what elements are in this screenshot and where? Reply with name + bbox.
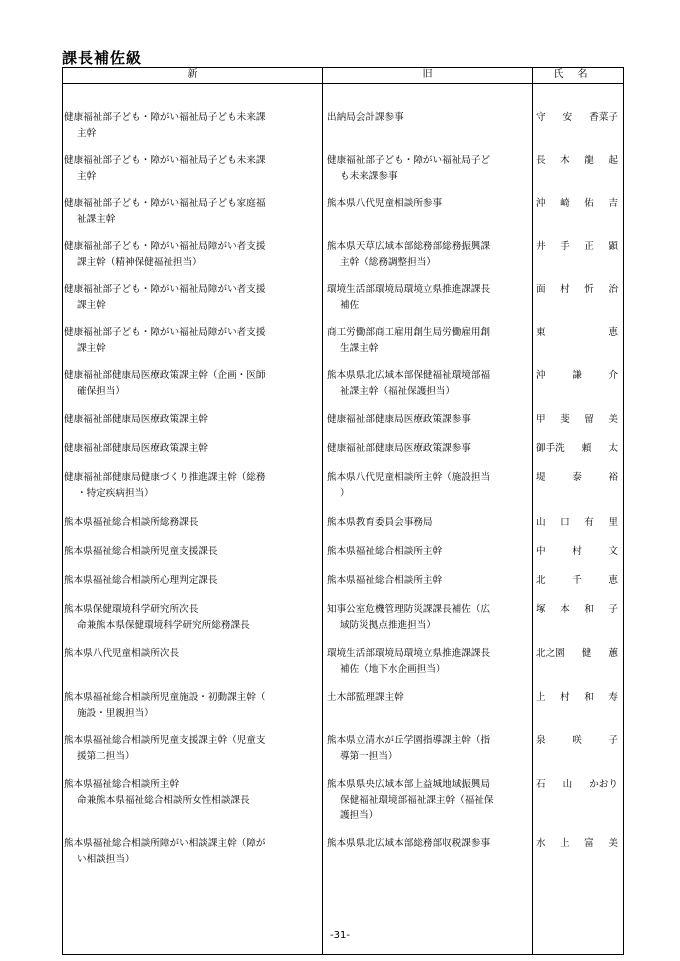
new-position	[63, 602, 323, 633]
old-position	[323, 325, 533, 356]
old-position	[323, 239, 533, 270]
name-part: 堤	[536, 472, 546, 483]
table-row	[63, 573, 623, 589]
old-position	[323, 690, 533, 721]
old-position	[323, 602, 533, 633]
name-part: 咲	[572, 735, 582, 746]
name-part: 蕙	[608, 648, 618, 659]
new-position-line: 健康福祉部子ども・障がい福祉局障がい者支援	[64, 241, 266, 252]
old-position-line: 護担当）	[340, 810, 379, 821]
table-row	[63, 325, 623, 356]
old-position-line: 出納局会計課参事	[327, 112, 404, 123]
table-row	[63, 368, 623, 399]
old-position	[323, 368, 533, 399]
name-part: 治	[608, 284, 618, 295]
old-position-line: 熊本県立清水が丘学園指導課主幹（指	[327, 735, 491, 746]
name-part: 斐	[560, 414, 570, 425]
name-part: 木	[560, 155, 570, 166]
name-part: 寿	[608, 692, 618, 703]
new-position-line: 熊本県福祉総合相談所児童施設・初動課主幹（	[64, 692, 266, 703]
name-part: 千	[572, 575, 582, 586]
old-position	[323, 470, 533, 501]
name-part: 口	[560, 517, 570, 528]
old-position-line: 熊本県福祉総合相談所主幹	[327, 546, 443, 557]
table-row	[63, 602, 623, 633]
new-position	[63, 777, 323, 824]
new-position-line: 主幹	[77, 170, 97, 182]
person-name	[533, 602, 622, 633]
name-part: 介	[608, 370, 618, 381]
person-name	[533, 733, 622, 764]
new-position-line: 熊本県福祉総合相談所総務課長	[64, 517, 199, 528]
name-part: 美	[608, 838, 618, 849]
new-position-line: 健康福祉部健康局医療政策課主幹	[64, 414, 208, 425]
old-position-line: 主幹（総務調整担当）	[340, 256, 436, 268]
name-part: 香菜子	[589, 112, 618, 123]
person-name	[533, 153, 622, 184]
old-position-line: 熊本県福祉総合相談所主幹	[327, 575, 443, 586]
name-part: 中	[536, 546, 546, 557]
header-name: 氏名	[553, 69, 602, 80]
old-position	[323, 412, 533, 428]
old-position-line: 熊本県教育委員会事務局	[327, 517, 433, 528]
person-name	[533, 777, 622, 824]
new-position	[63, 544, 323, 560]
old-position-line: 熊本県八代児童相談所主幹（施設担当	[327, 472, 491, 483]
old-position-line: 熊本県天草広域本部総務部総務振興課	[327, 241, 491, 252]
old-position-line: 知事公室危機管理防災課課長補佐（広	[327, 604, 491, 615]
person-name	[533, 196, 622, 227]
name-part: 村	[560, 284, 570, 295]
name-part: 面	[536, 284, 546, 295]
new-position	[63, 110, 323, 141]
old-position-line: 商工労働部商工雇用創生局労働雇用創	[327, 327, 491, 338]
old-position-line: 熊本県県北広域本部総務部収税課参事	[327, 838, 491, 849]
name-part: 吉	[608, 198, 618, 209]
name-part: 上	[560, 838, 570, 849]
name-part: 泉	[536, 735, 546, 746]
old-position	[323, 196, 533, 227]
table-row	[63, 515, 623, 531]
new-position-line: 健康福祉部健康局医療政策課主幹	[64, 443, 208, 454]
new-position	[63, 325, 323, 356]
name-part: 塚	[536, 604, 546, 615]
name-part: 崎	[560, 198, 570, 209]
new-position-line: い相談担当）	[77, 853, 135, 865]
table-row	[63, 646, 623, 677]
new-position	[63, 733, 323, 764]
new-position	[63, 196, 323, 227]
name-part: 本	[560, 604, 570, 615]
new-position-line: 健康福祉部子ども・障がい福祉局障がい者支援	[64, 284, 266, 295]
old-position-line: 健康福祉部健康局医療政策課参事	[327, 414, 471, 425]
old-position-line: 祉課主幹（福祉保護担当）	[340, 385, 456, 397]
old-position-line: ）	[340, 487, 350, 499]
new-position-line: 熊本県福祉総合相談所障がい相談課主幹（障が	[64, 838, 266, 849]
name-part: 守	[536, 112, 546, 123]
name-part: 東	[536, 327, 546, 338]
new-position	[63, 282, 323, 313]
new-position-line: 課主幹	[77, 299, 106, 311]
new-position-line: 熊本県福祉総合相談所心理判定課長	[64, 575, 218, 586]
name-part: 佑	[584, 198, 594, 209]
name-part: 恵	[608, 575, 618, 586]
person-name	[533, 282, 622, 313]
table-row	[63, 196, 623, 227]
new-position	[63, 690, 323, 721]
old-position-line: 域防災拠点推進担当）	[340, 619, 436, 631]
person-name	[533, 325, 622, 356]
old-position	[323, 544, 533, 560]
section-title: 課長補佐級	[62, 49, 143, 67]
name-part: 和	[584, 692, 594, 703]
new-position-line: 健康福祉部健康局医療政策課主幹（企画・医師	[64, 370, 266, 381]
old-position	[323, 777, 533, 824]
name-part: 北	[536, 575, 546, 586]
new-position-line: 確保担当）	[77, 385, 125, 397]
new-position-line: 課主幹（精神保健福祉担当）	[77, 256, 202, 268]
name-part: 和	[584, 604, 594, 615]
name-part: 健	[581, 648, 592, 659]
person-name	[533, 573, 622, 589]
name-part: 山	[536, 517, 546, 528]
name-part: 山	[562, 779, 573, 790]
old-position-line: 補佐（地下水企画担当）	[340, 663, 446, 675]
name-part: 子	[608, 735, 618, 746]
name-part: 美	[608, 414, 618, 425]
table-row	[63, 412, 623, 428]
old-position-line: 熊本県八代児童相談所参事	[327, 198, 443, 209]
table-row	[63, 239, 623, 270]
name-part: 長	[536, 155, 546, 166]
name-part: 起	[608, 155, 618, 166]
name-part: 北之園	[536, 648, 565, 659]
name-part: 富	[584, 838, 594, 849]
new-position-line: ・特定疾病担当）	[77, 487, 154, 499]
person-name	[533, 515, 622, 531]
new-position	[63, 368, 323, 399]
person-name	[533, 368, 622, 399]
new-position-line: 援第二担当）	[77, 750, 135, 762]
table-row	[63, 470, 623, 501]
name-part: 頼	[581, 443, 592, 454]
old-position	[323, 836, 533, 867]
page-number: -31-	[330, 930, 350, 941]
name-part: かおり	[589, 779, 618, 790]
name-part: 正	[584, 241, 594, 252]
old-position	[323, 515, 533, 531]
old-position-line: 補佐	[340, 299, 360, 311]
name-part: 裕	[608, 472, 618, 483]
name-part: 留	[584, 414, 594, 425]
old-position-line: 健康福祉部健康局医療政策課参事	[327, 443, 471, 454]
name-part: 沖	[536, 370, 546, 381]
new-position-line: 健康福祉部子ども・障がい福祉局子ども未来課	[64, 112, 266, 123]
table-row	[63, 777, 623, 824]
new-position	[63, 515, 323, 531]
new-position-line: 命兼熊本県福祉総合相談所女性相談課長	[77, 794, 250, 806]
name-part: 里	[608, 517, 618, 528]
name-part: 恵	[608, 327, 618, 338]
name-part: 泰	[572, 472, 582, 483]
table-row	[63, 282, 623, 313]
name-part: 石	[536, 779, 546, 790]
old-position-line: 土木部監理課主幹	[327, 692, 404, 703]
table-row	[63, 544, 623, 560]
new-position	[63, 646, 323, 677]
name-part: 村	[572, 546, 582, 557]
new-position-line: 健康福祉部子ども・障がい福祉局子ども未来課	[64, 155, 266, 166]
old-position	[323, 573, 533, 589]
header-new: 新	[63, 68, 323, 83]
table-row	[63, 441, 623, 457]
person-name	[533, 646, 622, 677]
table-row	[63, 733, 623, 764]
old-position	[323, 441, 533, 457]
name-part: 子	[608, 604, 618, 615]
name-part: 手	[560, 241, 570, 252]
new-position-line: 熊本県福祉総合相談所児童支援課長	[64, 546, 218, 557]
old-position-line: 環境生活部環境局環境立県推進課課長	[327, 648, 491, 659]
new-position-line: 熊本県福祉総合相談所児童支援課主幹（児童支	[64, 735, 266, 746]
table-body	[63, 84, 623, 954]
header-old: 旧	[323, 68, 533, 83]
new-position	[63, 412, 323, 428]
old-position-line: 環境生活部環境局環境立県推進課課長	[327, 284, 491, 295]
old-position-line: 健康福祉部子ども・障がい福祉局子ど	[327, 155, 491, 166]
new-position-line: 祉課主幹	[77, 213, 116, 225]
old-position-line: も未来課参事	[340, 170, 398, 182]
new-position-line: 健康福祉部子ども・障がい福祉局障がい者支援	[64, 327, 266, 338]
old-position	[323, 282, 533, 313]
new-position	[63, 239, 323, 270]
new-position-line: 課主幹	[77, 342, 106, 354]
name-part: 御手洗	[536, 443, 565, 454]
person-name	[533, 412, 622, 428]
name-part: 井	[536, 241, 546, 252]
person-name	[533, 441, 622, 457]
new-position	[63, 573, 323, 589]
name-part: 村	[560, 692, 570, 703]
personnel-table	[62, 67, 624, 955]
name-part: 沖	[536, 198, 546, 209]
old-position-line: 生課主幹	[340, 342, 379, 354]
old-position-line: 保健福祉環境部福祉課主幹（福祉保	[340, 794, 494, 806]
old-position-line: 導第一担当）	[340, 750, 398, 762]
old-position	[323, 733, 533, 764]
new-position-line: 熊本県福祉総合相談所主幹	[64, 779, 180, 790]
name-part: 太	[608, 443, 618, 454]
person-name	[533, 470, 622, 501]
new-position-line: 施設・里親担当）	[77, 707, 154, 719]
name-part: 忻	[584, 284, 594, 295]
name-part: 有	[584, 517, 594, 528]
new-position	[63, 470, 323, 501]
new-position-line: 熊本県保健環境科学研究所次長	[64, 604, 199, 615]
name-part: 顕	[608, 241, 618, 252]
name-part: 甲	[536, 414, 546, 425]
new-position-line: 熊本県八代児童相談所次長	[64, 648, 180, 659]
old-position-line: 熊本県県北広域本部保健福祉環境部福	[327, 370, 491, 381]
new-position	[63, 441, 323, 457]
name-part: 上	[536, 692, 546, 703]
old-position-line: 熊本県県央広域本部上益城地域振興局	[327, 779, 491, 790]
new-position-line: 健康福祉部健康局健康づくり推進課主幹（総務	[64, 472, 266, 483]
old-position	[323, 646, 533, 677]
old-position	[323, 110, 533, 141]
person-name	[533, 239, 622, 270]
table-row	[63, 836, 623, 867]
person-name	[533, 110, 622, 141]
new-position	[63, 153, 323, 184]
table-row	[63, 153, 623, 184]
table-header	[63, 68, 623, 84]
new-position-line: 命兼熊本県保健環境科学研究所総務課長	[77, 619, 250, 631]
name-part: 文	[608, 546, 618, 557]
old-position	[323, 153, 533, 184]
name-part: 安	[562, 112, 573, 123]
new-position-line: 主幹	[77, 127, 97, 139]
new-position-line: 健康福祉部子ども・障がい福祉局子ども家庭福	[64, 198, 266, 209]
name-part: 龍	[584, 155, 594, 166]
name-part: 謙	[572, 370, 582, 381]
new-position	[63, 836, 323, 867]
table-row	[63, 690, 623, 721]
person-name	[533, 836, 622, 867]
person-name	[533, 544, 622, 560]
name-part: 水	[536, 838, 546, 849]
table-row	[63, 110, 623, 141]
person-name	[533, 690, 622, 721]
